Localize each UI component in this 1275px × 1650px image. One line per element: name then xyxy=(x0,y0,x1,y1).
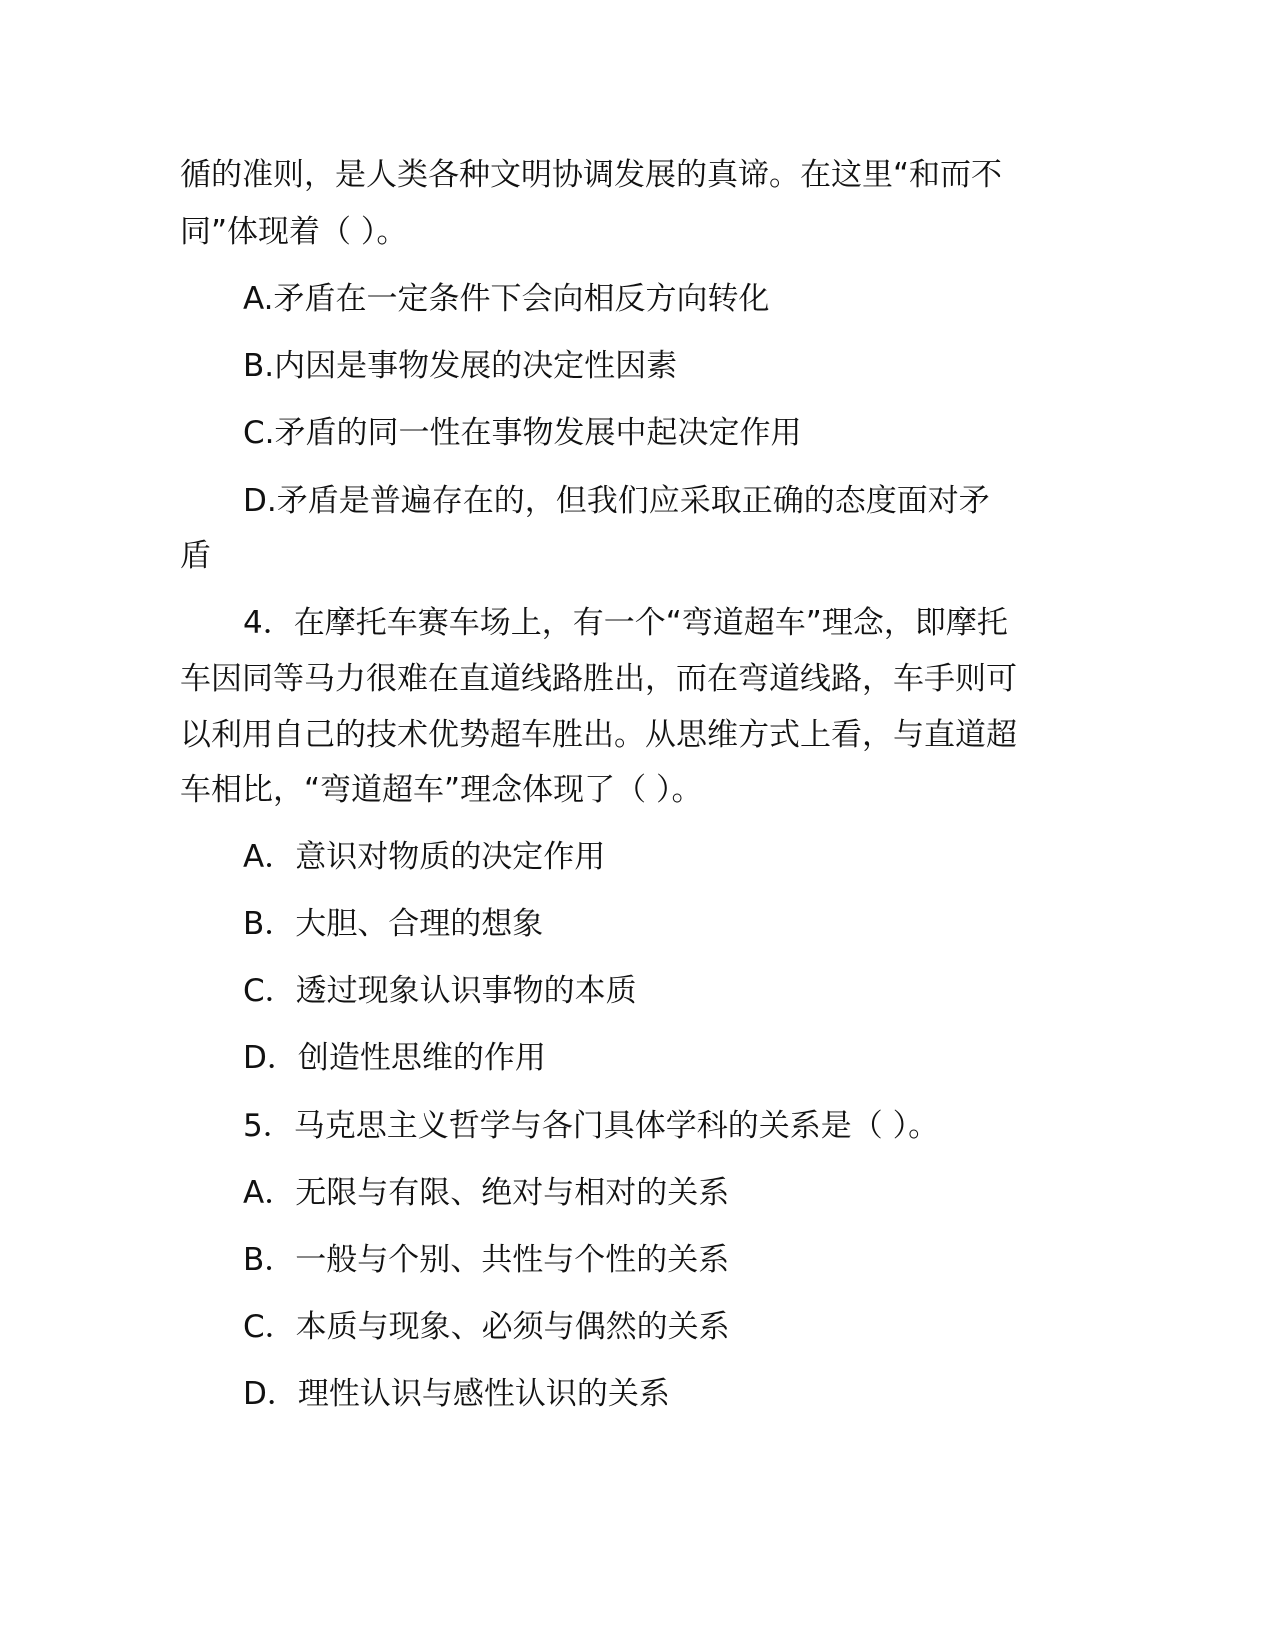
q4-text-line-3: 以利用自己的技术优势超车胜出。从思维方式上看，与直道超 xyxy=(180,717,1017,753)
q5-text-line-1: 5．马克思主义哲学与各门具体学科的关系是（ ）。 xyxy=(243,1108,940,1144)
q5-option-d: D．理性认识与感性认识的关系 xyxy=(243,1376,670,1412)
q5-option-a: A．无限与有限、绝对与相对的关系 xyxy=(243,1175,730,1211)
q3-option-d-continuation: 盾 xyxy=(180,538,211,574)
q3-text-line-2: 同”体现着（ ）。 xyxy=(180,214,408,250)
q3-option-d: D.矛盾是普遍存在的，但我们应采取正确的态度面对矛 xyxy=(243,483,990,519)
q4-option-d: D．创造性思维的作用 xyxy=(243,1040,546,1076)
q5-option-c: C．本质与现象、必须与偶然的关系 xyxy=(243,1309,730,1345)
q4-option-a: A．意识对物质的决定作用 xyxy=(243,839,606,875)
q3-text-line-1: 循的准则，是人类各种文明协调发展的真谛。在这里“和而不 xyxy=(180,157,1003,193)
q4-text-line-4: 车相比，“弯道超车”理念体现了（ ）。 xyxy=(180,772,703,808)
q4-text-line-1: 4．在摩托车赛车场上，有一个“弯道超车”理念，即摩托 xyxy=(243,605,1008,641)
q4-option-c: C．透过现象认识事物的本质 xyxy=(243,973,637,1009)
q4-option-b: B．大胆、合理的想象 xyxy=(243,906,544,942)
q3-option-b: B.内因是事物发展的决定性因素 xyxy=(243,348,678,384)
q5-option-b: B．一般与个别、共性与个性的关系 xyxy=(243,1242,730,1278)
q3-option-c: C.矛盾的同一性在事物发展中起决定作用 xyxy=(243,415,802,451)
q3-option-a: A.矛盾在一定条件下会向相反方向转化 xyxy=(243,281,770,317)
q4-text-line-2: 车因同等马力很难在直道线路胜出，而在弯道线路，车手则可 xyxy=(180,661,1017,697)
